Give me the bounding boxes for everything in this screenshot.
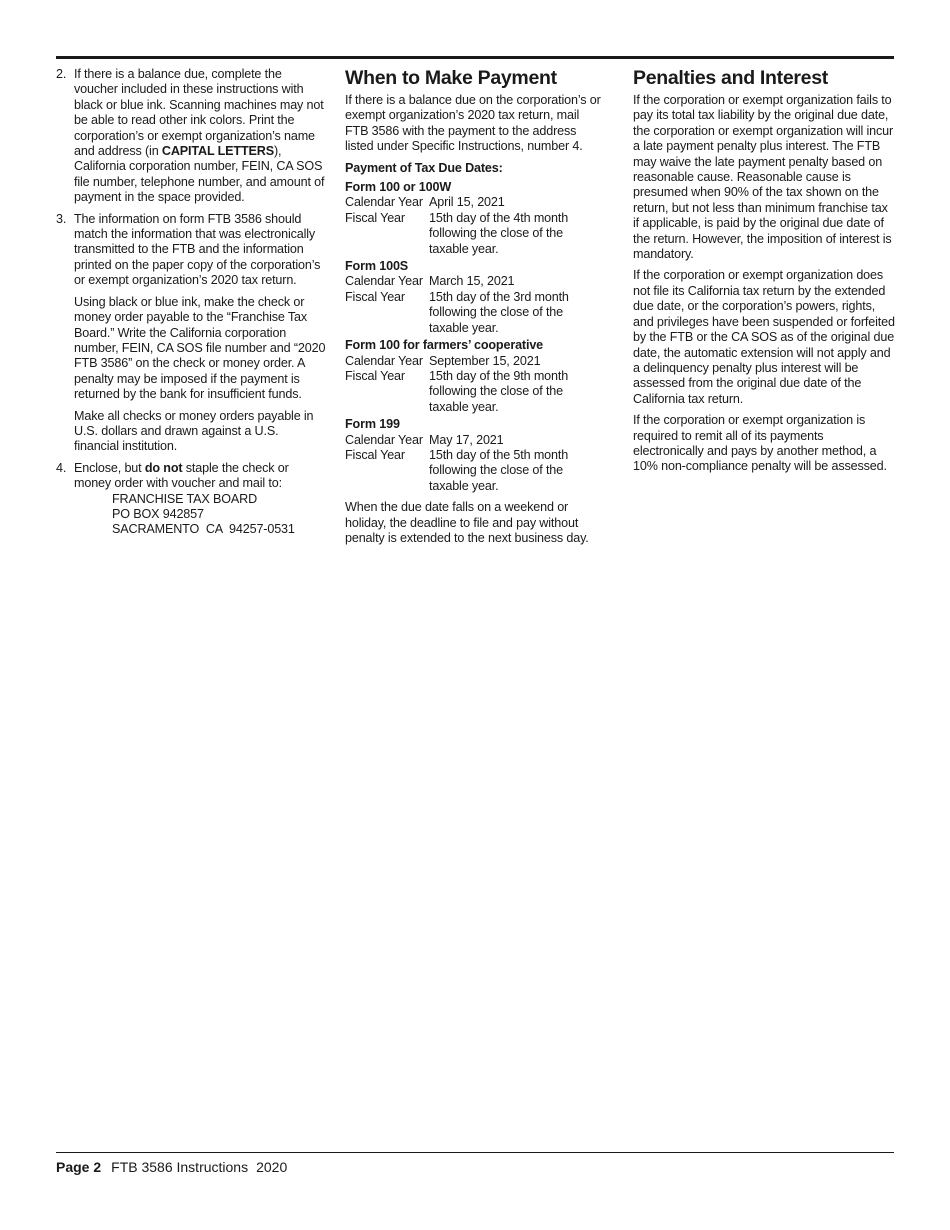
penalty-paragraph: If the corporation or exempt organization does not file its California tax return by the extended due date, or the corporation’s powers, rights, and privileges have been suspended or forfeited by the FTB or the CA SOS as of the original due date, the automatic extension will not apply and a delinquency penalty plus interest will be assessed from the original due date of the California tax return. — [633, 268, 895, 406]
item-paragraph — [74, 409, 326, 455]
section-heading-penalties-and-interest: Penalties and Interest — [633, 67, 828, 89]
item-number: 2. — [56, 67, 67, 81]
text-run-bold: do not — [144, 460, 183, 475]
column-instructions — [56, 67, 326, 544]
address-line: FRANCHISE TAX BOARD — [112, 491, 258, 506]
form-title: Form 199 — [345, 417, 400, 432]
row-value: April 15, 2021 — [429, 195, 505, 210]
row-label: Calendar Year — [345, 432, 423, 447]
page-footer — [56, 1158, 287, 1176]
row-label: Fiscal Year — [345, 210, 405, 225]
address-line: SACRAMENTO CA 94257-0531 — [112, 522, 295, 537]
form-schedule-100 — [345, 180, 603, 257]
text-run: If there is a balance due, complete the voucher included in these instructions with black or blue ink. Scanning machines may not be able to read other ink colors. Print the corporation’s or exempt organization’s name and address (in — [74, 67, 324, 159]
row-label: Fiscal Year — [345, 447, 405, 462]
row-label: Fiscal Year — [345, 289, 405, 304]
form-schedule-100s — [345, 259, 603, 336]
form-title: Form 100 or 100W — [345, 180, 452, 195]
item-paragraph — [74, 67, 326, 206]
closing-paragraph: When the due date falls on a weekend or holiday, the deadline to file and pay without penalty is extended to the next business day. — [345, 500, 589, 545]
schedule-row — [345, 354, 603, 369]
footer-form-name: FTB 3586 Instructions — [111, 1159, 249, 1175]
penalty-paragraph: If the corporation or exempt organization fails to pay its total tax liability by the original due date, the corporation or exempt organization will incur a late payment penalty plus interest. The FTB may waive the late payment penalty based on reasonable cause. Reasonable cause is presumed when 90% of the tax shown on the return, but not less than minimum franchise tax if applicable, is paid by the original due date of the return. However, the imposition of interest is mandatory. — [633, 93, 894, 262]
schedule-row — [345, 448, 603, 494]
text-run-bold: CAPITAL LETTERS — [161, 144, 274, 159]
form-title: Form 100S — [345, 259, 409, 274]
form-schedule-100-cooperative — [345, 338, 603, 415]
column-when-to-pay — [345, 67, 603, 552]
schedule-row — [345, 369, 603, 415]
schedule-row — [345, 290, 603, 336]
address-line: PO BOX 942857 — [112, 506, 204, 521]
penalty-paragraph: If the corporation or exempt organization is required to remit all of its payments electronically and pays by another method, a 10% non-compliance penalty will be assessed. — [633, 413, 887, 474]
schedule-row — [345, 211, 603, 257]
intro-paragraph: If there is a balance due on the corporation’s or exempt organization’s 2020 tax return, mail FTB 3586 with the payment to the address listed under Specific Instructions, number 4. — [345, 93, 601, 154]
form-schedule-199 — [345, 417, 603, 494]
footer-year: 2020 — [256, 1159, 288, 1175]
instruction-item-2 — [56, 67, 326, 206]
row-value: March 15, 2021 — [429, 274, 515, 289]
row-value: 15th day of the 9th month following the close of the taxable year. — [429, 368, 569, 414]
instruction-item-3 — [56, 212, 326, 455]
row-label: Fiscal Year — [345, 368, 405, 383]
row-label: Calendar Year — [345, 195, 423, 210]
text-run: ), California corporation number, FEIN, CA SOS file number, telephone number, and amount of payment in the space provided. — [74, 144, 325, 205]
item-paragraph — [74, 212, 326, 289]
schedule-row — [345, 195, 603, 210]
row-value: 15th day of the 4th month following the close of the taxable year. — [429, 210, 569, 256]
item-paragraph — [74, 295, 326, 403]
text-run: staple the check or money order with voucher and mail to: — [74, 460, 289, 491]
text-run: The information on form FTB 3586 should match the information that was electronically transmitted to the FTB and the information printed on the paper copy of the corporation’s or exempt organization’s 2020 tax return. — [74, 211, 321, 288]
row-value: 15th day of the 3rd month following the close of the taxable year. — [429, 289, 569, 335]
text-run: Make all checks or money orders payable in U.S. dollars and drawn against a U.S. financial institution. — [74, 408, 314, 454]
top-rule — [56, 56, 894, 59]
item-number: 4. — [56, 460, 67, 475]
page-number: Page 2 — [56, 1159, 102, 1175]
mailing-address — [74, 492, 326, 538]
text-run: Enclose, but — [74, 460, 145, 475]
row-label: Calendar Year — [345, 274, 423, 289]
item-paragraph — [74, 461, 326, 492]
row-value: 15th day of the 5th month following the close of the taxable year. — [429, 447, 569, 493]
text-run: Using black or blue ink, make the check or money order payable to the “Franchise Tax Board.” Write the California corporation number, FEIN, CA SOS file number and “2020 FTB 3586” on the check or money order. A penalty may be imposed if the payment is returned by the bank for insufficient funds. — [74, 294, 326, 402]
bottom-rule — [56, 1152, 894, 1153]
schedule-row — [345, 433, 603, 448]
schedule-row — [345, 274, 603, 289]
instruction-item-4 — [56, 461, 326, 538]
due-dates-subheading: Payment of Tax Due Dates: — [345, 160, 503, 175]
section-heading-when-to-make-payment: When to Make Payment — [345, 67, 557, 89]
row-value: September 15, 2021 — [429, 353, 541, 368]
row-label: Calendar Year — [345, 353, 423, 368]
row-value: May 17, 2021 — [429, 432, 504, 447]
item-number: 3. — [56, 211, 67, 226]
column-penalties — [633, 67, 895, 481]
form-title: Form 100 for farmers’ cooperative — [345, 338, 544, 353]
